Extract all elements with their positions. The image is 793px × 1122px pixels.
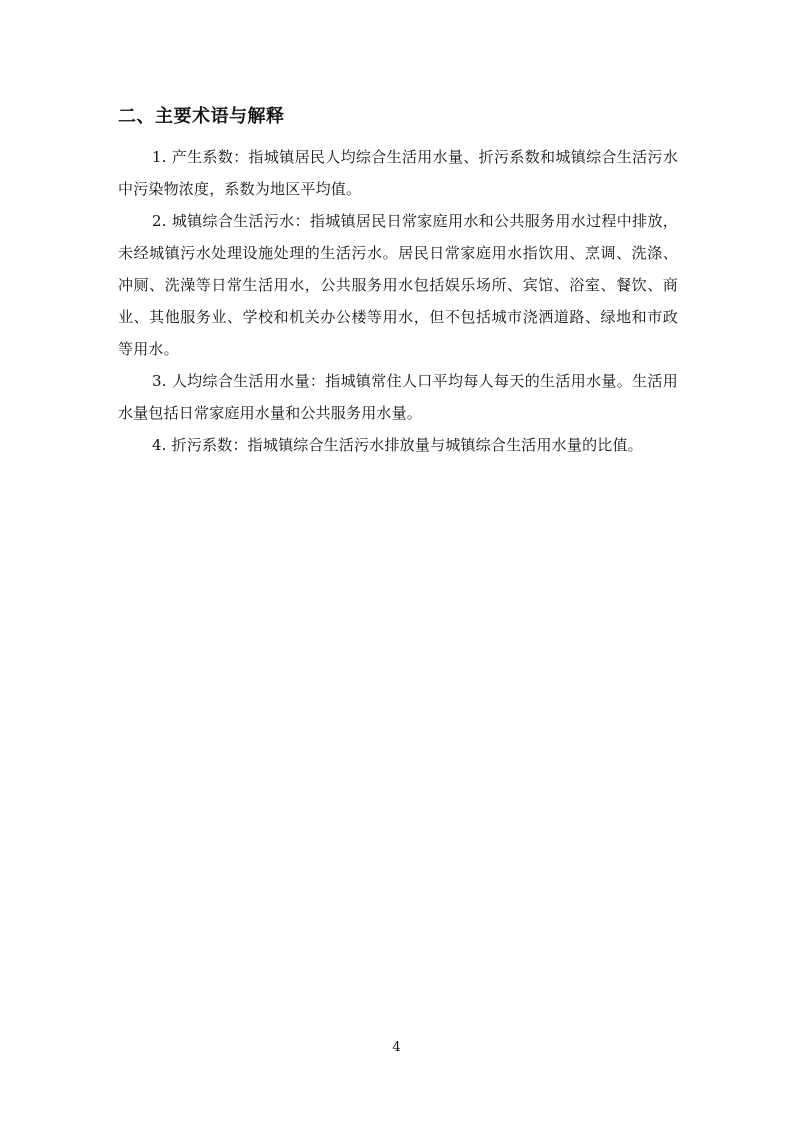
page-number: 4 xyxy=(392,1040,401,1055)
section-heading: 二、主要术语与解释 xyxy=(118,106,285,127)
term-definition-3: 3. 人均综合生活用水量：指城镇常住人口平均每人每天的生活用水量。生活用水量包括日常家庭用水量和公共服务用水量。 xyxy=(118,372,678,422)
term-definition-4: 4. 折污系数：指城镇综合生活污水排放量与城镇综合生活用水量的比值。 xyxy=(152,436,643,454)
terms-list xyxy=(118,141,678,461)
term-definition-2: 2. 城镇综合生活污水：指城镇居民日常家庭用水和公共服务用水过程中排放，未经城镇污水处理设施处理的生活污水。居民日常家庭用水指饮用、烹调、洗涤、冲厕、洗澡等日常生活用水，公共服务用水包括娱乐场所、宾馆、浴室、餐饮、商业、其他服务业、学校和机关办公楼等用水，但不包括城市浇洒道路、绿地和市政等用水。 xyxy=(118,212,678,358)
term-definition-1: 1. 产生系数：指城镇居民人均综合生活用水量、折污系数和城镇综合生活污水中污染物浓度，系数为地区平均值。 xyxy=(118,148,678,198)
